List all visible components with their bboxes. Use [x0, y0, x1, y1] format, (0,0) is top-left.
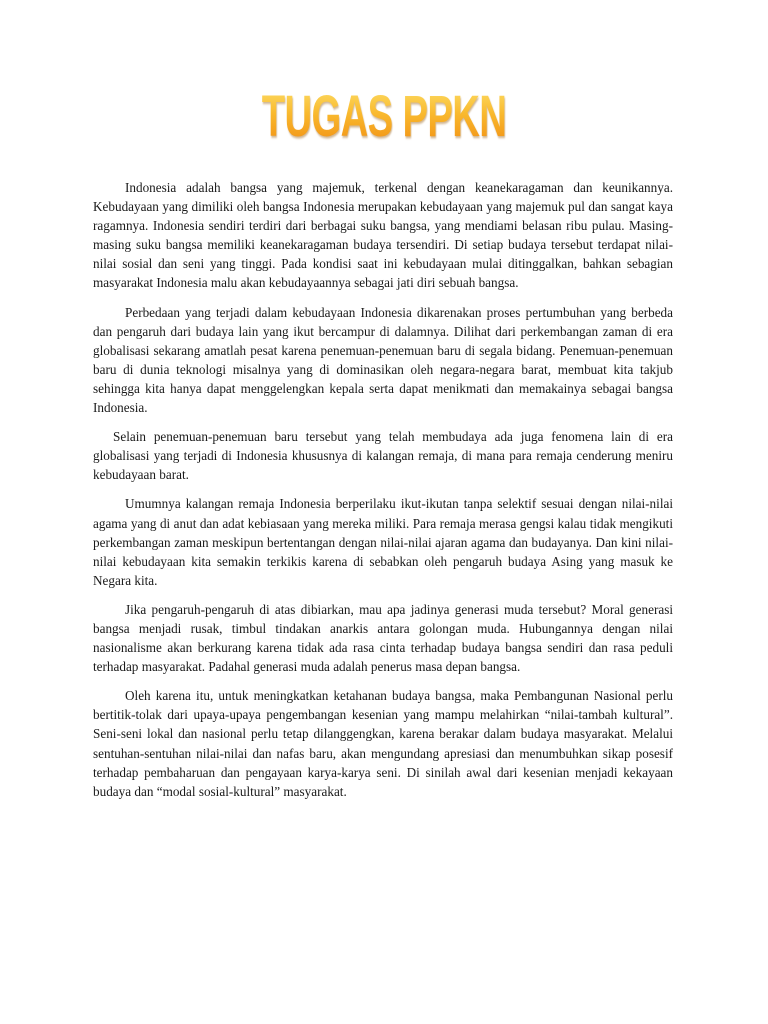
paragraph-3: Selain penemuan-penemuan baru tersebut yang telah membudaya ada juga fenomena lain di era globalisasi yang terjadi di Indonesia khususnya di kalangan remaja, di mana para remaja cenderung meniru kebudayaan barat.	[93, 429, 673, 483]
document-body	[93, 178, 673, 811]
paragraph-4: Umumnya kalangan remaja Indonesia berperilaku ikut-ikutan tanpa selektif sesuai dengan nilai-nilai agama yang di anut dan adat kebiasaan yang mereka miliki. Para remaja merasa gengsi kalau tidak mengikuti perkembangan zaman meskipun bertentangan dengan nilai-nilai ajaran agama dan budayanya. Dan kini nilai-nilai kebudayaan kita semakin terkikis karena di sebabkan oleh pengaruh budaya Asing yang masuk ke Negara kita.	[93, 496, 673, 588]
paragraph-6: Oleh karena itu, untuk meningkatkan ketahanan budaya bangsa, maka Pembangunan Nasional perlu bertitik-tolak dari upaya-upaya pengembangan kesenian yang mampu melahirkan “nilai-tambah kultural”. Seni-seni lokal dan nasional perlu tetap dilanggengkan, karena berakar dalam budaya masyarakat. Melalui sentuhan-sentuhan nilai-nilai dan nafas baru, akan mengundang apresiasi dan menumbuhkan sikap posesif terhadap pembaharuan dan pengayaan karya-karya seni. Di sinilah awal dari kesenian menjadi kekayaan budaya dan “modal sosial-kultural” masyarakat.	[93, 688, 673, 799]
paragraph-2: Perbedaan yang terjadi dalam kebudayaan Indonesia dikarenakan proses pertumbuhan yang berbeda dan pengaruh dari budaya lain yang ikut bercampur di dalamnya. Dilihat dari perkembangan zaman di era globalisasi sekarang amatlah pesat karena penemuan-penemuan baru di segala bidang. Penemuan-penemuan baru di dunia teknologi misalnya yang di dominasikan oleh negara-negara barat, membuat kita takjub sehingga kita hanya dapat menggelengkan kepala serta dapat menikmati dan memakainya sebagai bangsa Indonesia.	[93, 304, 673, 416]
paragraph-5: Jika pengaruh-pengaruh di atas dibiarkan, mau apa jadinya generasi muda tersebut? Moral generasi bangsa menjadi rusak, timbul tindakan anarkis antara golongan muda. Hubungannya dengan nilai nasionalisme akan berkurang karena tidak ada rasa cinta terhadap budaya bangsa sendiri dan rasa peduli terhadap masyarakat. Padahal generasi muda adalah penerus masa depan bangsa.	[93, 601, 673, 675]
paragraph-1: Indonesia adalah bangsa yang majemuk, terkenal dengan keanekaragaman dan keunikannya. Kebudayaan yang dimiliki oleh bangsa Indonesia merupakan kebudayaan yang majemuk pul dan sangat kaya ragamnya. Indonesia sendiri terdiri dari berbagai suku bangsa, yang mendiami belasan ribu pulau. Masing-masing suku bangsa memiliki keanekaragaman budaya tersendiri. Di setiap budaya tersebut terdapat nilai-nilai sosial dan seni yang tinggi. Pada kondisi saat ini kebudayaan mulai ditinggalkan, bahkan sebagian masyarakat Indonesia malu akan kebudayaannya sebagai jati diri sebuah bangsa.	[93, 180, 673, 291]
document-title: TUGAS PPKN	[131, 84, 638, 150]
